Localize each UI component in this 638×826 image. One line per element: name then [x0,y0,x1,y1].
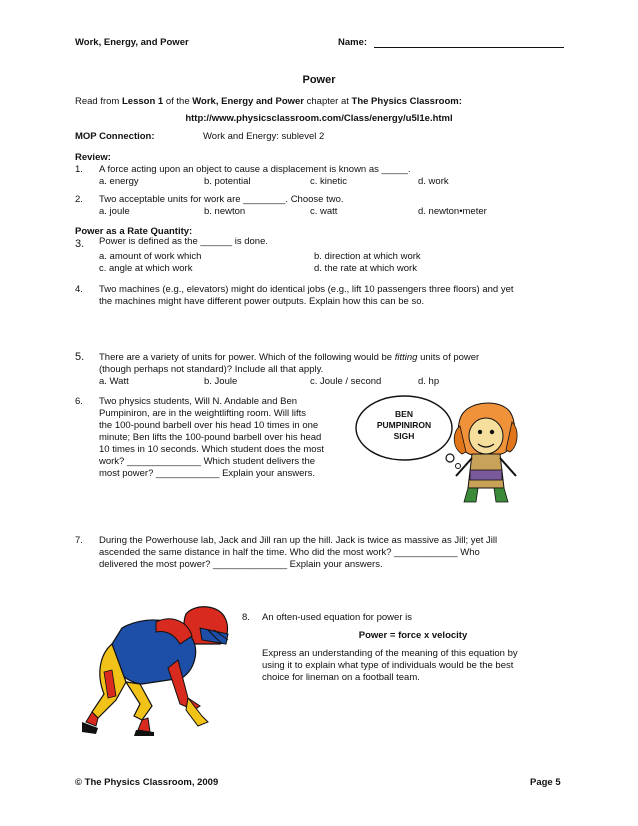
bubble-text-ben: BEN [395,409,413,419]
q5-line2: (though perhaps not standard)? Include all that apply. [99,364,324,375]
q3-number: 3. [75,238,85,250]
bubble-text-pumpiniron: PUMPINIRON [376,420,432,430]
q5-line1-emphasis: fitting [394,352,418,363]
q1-text: A force acting upon an object to cause a displacement is known as _____. [99,164,411,175]
intro-mid: of the [165,96,190,107]
thought-bubble-dot [456,464,461,469]
q7-line3: delivered the most power? ______________ Explain your answers. [99,559,383,570]
q1-choice-d: d. work [418,176,449,187]
q6-line: 10 times in 10 seconds. Which student does the most [99,444,324,455]
q2-choice-a: a. joule [99,206,130,217]
q2-choice-b: b. newton [204,206,246,217]
footer-page-number: Page 5 [530,777,561,788]
q4-number: 4. [75,284,83,295]
q1-number: 1. [75,164,83,175]
q7-number: 7. [75,535,83,546]
q5-number: 5. [75,351,85,363]
q8-number: 8. [242,612,250,623]
q5-choice-d: d. hp [418,376,440,387]
intro-site: The Physics Classroom: [351,96,462,107]
q5-line1-post: units of power [420,352,480,363]
q5-line1 [99,352,479,364]
q6-line: the 100-pound barbell over his head 10 times in one [99,420,319,431]
q3-choice-a: a. amount of work which [99,251,202,262]
q1-choice-b: b. potential [204,176,251,187]
q6-line: Two physics students, Will N. Andable and Ben [99,396,298,407]
footer-copyright: © The Physics Classroom, 2009 [75,777,219,788]
page-title: Power [302,74,336,86]
football-lineman-illustration [82,598,242,736]
q3-text: Power is defined as the ______ is done. [99,236,269,247]
q2-choice-d: d. newton•meter [418,206,487,217]
intro-url[interactable]: http://www.physicsclassroom.com/Class/energy/u5l1e.html [185,113,453,124]
mop-value: Work and Energy: sublevel 2 [203,131,325,142]
q2-number: 2. [75,194,83,205]
q6-line: most power? ____________ Explain your answers. [99,468,315,479]
intro-line [75,96,462,108]
intro-read-prefix: Read from [75,96,120,107]
q5-choice-b: b. Joule [204,376,238,387]
intro-lesson: Lesson 1 [122,96,164,107]
thought-bubble-dot [446,454,454,462]
q3-choice-b: b. direction at which work [314,251,421,262]
q4-line1: Two machines (e.g., elevators) might do identical jobs (e.g., lift 10 passengers three floors) and yet [99,284,514,295]
name-label: Name: [338,37,368,48]
q3-choice-d: d. the rate at which work [314,263,417,274]
q1-choice-c: c. kinetic [310,176,347,187]
name-field-line[interactable] [374,47,564,48]
q8-line: choice for lineman on a football team. [262,672,420,683]
q8-equation: Power = force x velocity [358,630,468,641]
q6-line: work? ______________ Which student delivers the [99,456,316,467]
q7-line2: ascended the same distance in half the time. Who did the most work? ____________ Who [99,547,480,558]
q8-intro: An often-used equation for power is [262,612,412,623]
q4-line2: the machines might have different power outputs. Explain how this can be so. [99,296,425,307]
intro-chapter: Work, Energy and Power [192,96,304,107]
q6-line: Pumpiniron, are in the weightlifting room. Will lifts [99,408,306,419]
q6-line: minute; Ben lifts the 100-pound barbell over his head [99,432,322,443]
q1-choice-a: a. energy [99,176,139,187]
q6-number: 6. [75,396,83,407]
q7-line1: During the Powerhouse lab, Jack and Jill ran up the hill. Jack is twice as massive as Jill; yet Jill [99,535,498,546]
header-title: Work, Energy, and Power [75,37,189,48]
q2-text: Two acceptable units for work are ________. Choose two. [99,194,344,205]
bubble-text-sigh: SIGH [393,431,415,441]
intro-mid2: chapter at [306,96,349,107]
mop-label: MOP Connection: [75,131,155,142]
q8-line: Express an understanding of the meaning of this equation by [262,648,518,659]
q5-choice-c: c. Joule / second [310,376,382,387]
ben-figure [454,403,517,502]
review-label: Review: [75,152,111,163]
q3-choice-c: c. angle at which work [99,263,193,274]
q8-line: using it to explain what type of individuals would be the best [262,660,514,671]
q5-choice-a: a. Watt [99,376,129,387]
rate-label: Power as a Rate Quantity: [75,226,193,237]
q5-line1-pre: There are a variety of units for power. Which of the following would be [99,352,393,363]
q2-choice-c: c. watt [310,206,338,217]
